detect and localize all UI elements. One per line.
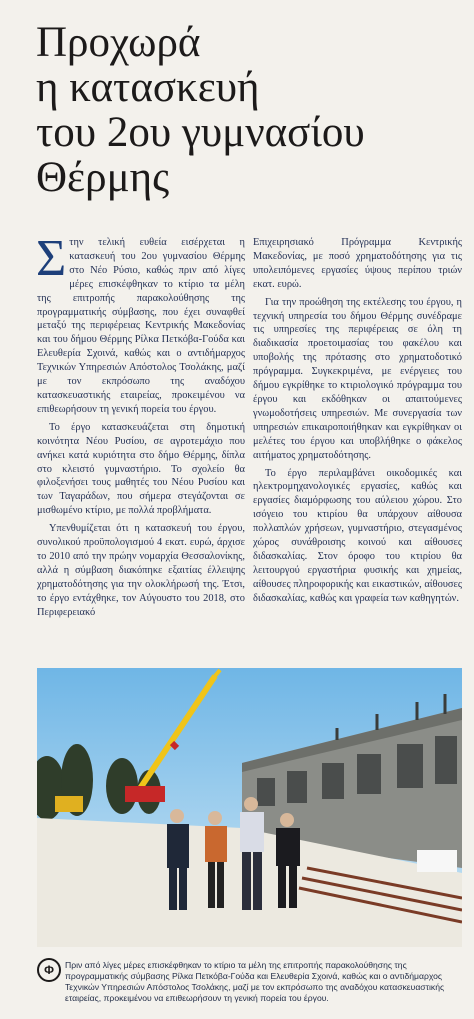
crane-truck: [125, 786, 165, 802]
article-paragraph: [36, 230, 245, 417]
publication-logo-icon: Φ: [37, 958, 61, 982]
article-paragraph: Επιχειρησιακό Πρόγραμμα Κεντρικής Μακεδονίας, με ποσό χρηματοδότησης για τις υπολειπόμενες εργασίες ύψους περίπου τριών εκατ. ευρώ.: [253, 237, 462, 290]
headline-line: του 2ου γυμνασίου: [36, 109, 365, 156]
headline: [36, 20, 456, 200]
photo-illustration: [37, 668, 462, 947]
excavator: [55, 796, 83, 812]
construction-site-photo: [37, 668, 462, 947]
photo-caption: [37, 958, 462, 1019]
article-column-left: [36, 230, 245, 623]
article-paragraph: Το έργο περιλαμβάνει οικοδομικές και ηλεκτρομηχανολογικές εργασίες, καθώς και εργασίες διαμόρφωσης του αύλειου χώρου. Στο ισόγειο του κτιρίου θα υπάρχουν αίθουσα πολλαπλών χρήσεων, γυμναστήριο, στεγασμένος χώρος συνάθροισης κοινού και αίθουσες διδασκαλίας. Στον όροφο του κτιρίου θα λειτουργού εργαστήρια φυσικής και χημείας, αίθουσες πληροφορικής και εικαστικών, αίθουσες διδασκαλίας, καθώς και γραφεία των καθηγητών.: [253, 467, 462, 604]
headline-line: Θέρμης: [36, 154, 170, 201]
drop-cap: Σ: [36, 230, 67, 287]
article-paragraph: Για την προώθηση της εκτέλεσης του έργου, η τεχνική υπηρεσία του δήμου Θέρμης συνέδραμε τις υπηρεσίες της περιφέρειας σε όλη τη διαδικασία προετοιμασίας του φακέλου και υποβολής της πρότασης στο χρηματοδοτικό πρόγραμμα. Συγκεκριμένα, με ενέργειες του δήμου εγκρίθηκε το κτιριολογικό πρόγραμμα του έργου και εκδόθηκαν οι απαιτούμενες γνωμοδοτήσεις υπηρεσιών. Με συνεργασία των υπηρεσιών επικαιροποιήθηκαν και εγκρίθηκαν οι μελέτες του έργου και υποβλήθηκε ο φάκελος αιτήματος χρηματοδότησης.: [253, 296, 462, 461]
article-column-right: [253, 236, 462, 610]
paragraph-text: την τελική ευθεία εισέρχεται η κατασκευή του 2ου γυμνασίου Θέρμης στο Νέο Ρύσιο, καθώς πριν από λίγες μέρες επισκέφθηκαν το κτίριο τα μέλη της επιτροπής παρακολούθησης της προγραμματικής σύμβασης, που έχει συναφθεί μεταξύ της περιφέρειας Κεντρικής Μακεδονίας και του δήμου Θέρμης Ρίλκα Πετκόβα-Γούδα και Ελευθερία Σχοινά, καθώς και ο αντιδήμαρχος Τεχνικών Υπηρεσιών Απόστολος Τσολάκης, μαζί με τον εκπρόσωπο της αναδόχου κατασκευαστικής εταιρείας, προκειμένου να επιθεωρήσουν τη γενική πορεία του έργου.: [37, 237, 245, 415]
headline-line: η κατασκευή: [36, 64, 260, 111]
article-paragraph: Υπενθυμίζεται ότι η κατασκευή του έργου, συνολικού προϋπολογισμού 4 εκατ. ευρώ, άρχισε το 2010 από την πρώην νομαρχία Θεσσαλονίκης, αλλά η σύμβαση διακόπηκε εξαιτίας έλλειψης χρηματοδότησης για την ολοκλήρωσή της. Έτσι, το έργο εντάχθηκε, τον Αύγουστο του 2018, στο Περιφερειακό: [37, 523, 245, 618]
headline-line: Προχωρά: [36, 19, 201, 66]
caption-text: Πριν από λίγες μέρες επισκέφθηκαν το κτίριο τα μέλη της επιτροπής παρακολούθησης της προγραμματικής σύμβασης Ρίλκα Πετκόβα-Γούδα και Ελευθερία Σχοινά, καθώς και ο αντιδήμαρχος Τεχνικών Υπηρεσιών Απόστολος Τσολάκης, μαζί με τον εκπρόσωπο της αναδόχου κατασκευαστικής εταιρείας, προκειμένου να επιθεωρήσουν τη γενική πορεία του έργου.: [65, 960, 445, 1003]
bags: [417, 850, 457, 872]
article-paragraph: Το έργο κατασκευάζεται στη δημοτική κοινότητα Νέου Ρυσίου, σε αγροτεμάχιο που ανήκει κατά κυριότητα στο δήμο Θέρμης, δίπλα στο κλειστό γυμναστήριο. Το σχολείο θα φιλοξενήσει τους μαθητές του Νέου Ρυσίου και των Ταγαράδων, που σήμερα στεγάζονται σε μισθωμένο κτίριο, με πολλά προβλήματα.: [37, 421, 245, 517]
